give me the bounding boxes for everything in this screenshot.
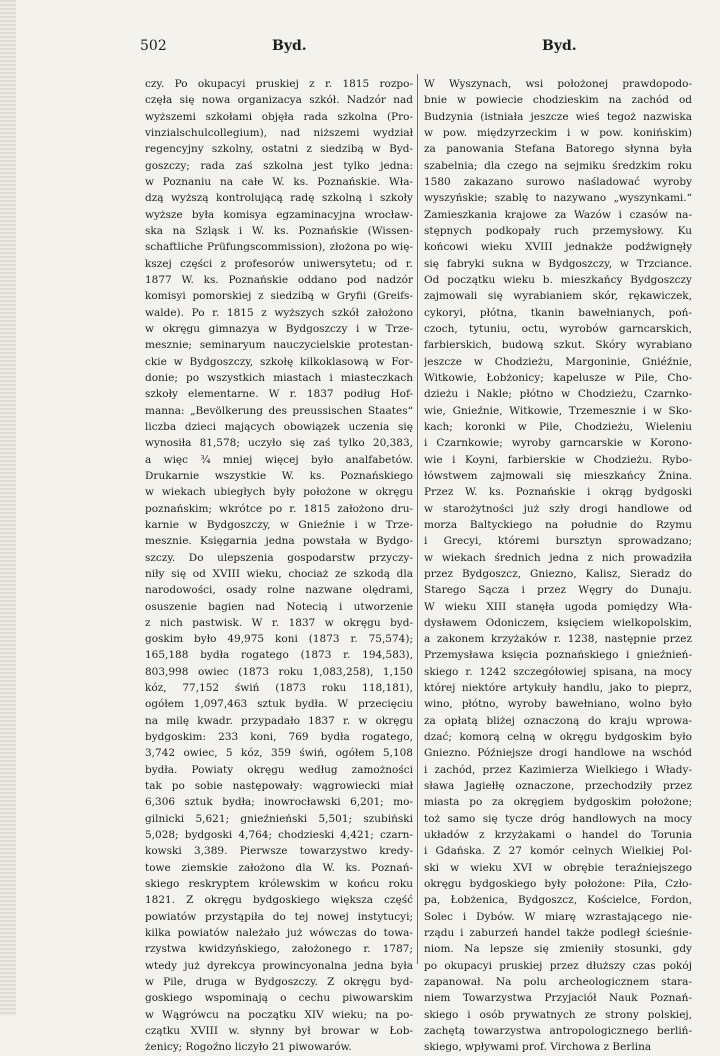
text-line: zachętą towarzystwa antropologicznego berliń- xyxy=(424,1025,692,1038)
text-line: przez Bydgoszcz, Gniezno, Kalisz, Sieradz do xyxy=(424,567,692,580)
text-line: ski w wieku XVI w obrębie teraźniejszego xyxy=(424,861,692,874)
text-line: narodowości, osady rolne nazwane olędrami, xyxy=(145,584,413,597)
text-line: czoch, tytuniu, octu, wyrobów garncarskich, xyxy=(424,322,692,335)
text-line: łówstwem zajmowali się mieszkańcy Żnina. xyxy=(424,469,692,482)
text-line: gilnicki 5,621; gnieźnieński 5,501; szubiński xyxy=(145,812,413,825)
text-line: bydła. Powiaty okręgu według zamożności xyxy=(145,763,413,776)
text-line: cykoryi, płótna, tkanin bawełnianych, poń- xyxy=(424,306,692,319)
text-line: skiego reskryptem królewskim w końcu roku xyxy=(145,878,413,891)
text-line: sława Jagiełłę oznaczone, przechodziły przez xyxy=(424,780,692,793)
running-head-left: Byd. xyxy=(272,38,307,54)
text-line: 3,742 owiec, 5 kóz, 359 świń, ogółem 5,108 xyxy=(145,747,413,760)
text-line: na milę kwadr. przypadało 1837 r. w okręgu xyxy=(145,714,413,727)
text-line: kowski 3,389. Pierwsze towarzystwo kredy- xyxy=(145,845,413,858)
text-line: Solec i Dybów. W miarę wzrastającego nie- xyxy=(424,910,692,923)
text-line: Starego Sącza i przez Węgry do Dunaju. xyxy=(424,584,692,597)
text-line: dzieżu i Nakle; płótno w Chodzieżu, Czarnko- xyxy=(424,388,692,401)
text-line: osuszenie bagien nad Notecią i utworzenie xyxy=(145,600,413,613)
text-line: się fabryki sukna w Bydgoszczy, w Trzciance. xyxy=(424,257,692,270)
text-line: pa, Łobżenica, Bydgoszcz, Kościelce, Fordon, xyxy=(424,894,692,907)
text-line: tak po sobie następowały: wągrowiecki miał xyxy=(145,780,413,793)
text-line: miasta po za okręgiem bydgoskim położone; xyxy=(424,796,692,809)
text-line: kóz, 77,152 świń (1873 roku 118,181), xyxy=(145,682,413,695)
running-header xyxy=(140,38,695,62)
text-line: skiego r. 1242 szczegółowiej spisana, na mocy xyxy=(424,665,692,678)
text-line: Gniezno. Późniejsze drogi handlowe na wschód xyxy=(424,747,692,760)
text-line: dzać; komorą celną w okręgu bydgoskim było xyxy=(424,731,692,744)
text-line: jeszcze w Chodzieżu, Margoninie, Gniéźnie, xyxy=(424,355,692,368)
text-line: 1821. Z okręgu bydgoskiego większa część xyxy=(145,894,413,907)
text-line: Zamieszkania krajowe za Wazów i czasów na- xyxy=(424,208,692,221)
text-line: rządu i zaburzeń handel także podległ ścieśnie- xyxy=(424,927,692,940)
text-line: Przez W. ks. Poznańskie i okrąg bydgoski xyxy=(424,486,692,499)
text-line: 1877 W. ks. Poznańskie oddano pod nadzór xyxy=(145,273,413,286)
text-line: wino, płótno, wyroby bawełniano, wolno było xyxy=(424,698,692,711)
text-line: Przemysława księcia poznańskiego i gnieźnień- xyxy=(424,649,692,662)
text-line: zapanował. Na polu archeologicznem stara- xyxy=(424,976,692,989)
text-line: w Poznaniu na całe W. ks. Poznańskie. Wła- xyxy=(145,175,413,188)
text-line: dzą wyższą kontrolującą radę szkolną i szkoły xyxy=(145,192,413,205)
text-line: liczba dzieci mających obowiązek uczenia się xyxy=(145,420,413,433)
text-line: okręgu bydgoskiego były położone: Piła, Czło- xyxy=(424,878,692,891)
text-line: Od początku wieku b. mieszkańcy Bydgoszczy xyxy=(424,273,692,286)
text-line: a więc ¾ mniej więcej było analfabetów. xyxy=(145,453,413,466)
text-line: szkoły elementarne. W r. 1837 podług Hof- xyxy=(145,388,413,401)
text-line: toż samo się tycze dróg handlowych na mocy xyxy=(424,812,692,825)
text-line: mesznie. Księgarnia jedna powstała w Bydgo- xyxy=(145,535,413,548)
text-line: goszczy; rada zaś szkolna jest tylko jedna: xyxy=(145,159,413,172)
text-line: walde). Po r. 1815 z wyższych szkół założono xyxy=(145,306,413,319)
text-line: z nich pastwisk. W r. 1837 w okręgu byd- xyxy=(145,616,413,629)
text-line: bnie w powiecie chodzieskim na zachód od xyxy=(424,94,692,107)
text-line: układów z krzyżakami o handel do Torunia xyxy=(424,829,692,842)
text-line: regencyjny szkolny, ostatni z siedzibą w Byd- xyxy=(145,143,413,156)
text-line: 165,188 bydła rogatego (1873 r. 194,583), xyxy=(145,649,413,662)
text-line: wyższe była komisya egzaminacyjna wrocław- xyxy=(145,208,413,221)
text-line: Drukarnie wszystkie W. ks. Poznańskiego xyxy=(145,469,413,482)
text-line: morza Baltyckiego na południe do Rzymu xyxy=(424,518,692,531)
text-line: rzystwa kwidzyńskiego, założonego r. 1787; xyxy=(145,943,413,956)
text-line: czy. Po okupacyi pruskiej z r. 1815 rozpo- xyxy=(145,78,413,90)
text-line: poznańskim; wkrótce po r. 1815 założono dru- xyxy=(145,502,413,515)
text-line: i zachód, przez Kazimierza Wielkiego i Włady- xyxy=(424,763,692,776)
text-line: towe ziemskie założono dla W. ks. Poznań- xyxy=(145,861,413,874)
text-line: goskim było 49,975 koni (1873 r. 75,574); xyxy=(145,633,413,646)
text-line: wie, Gnieźnie, Witkowie, Trzemesznie i w Sko- xyxy=(424,404,692,417)
text-line: W wieku XIII stanęła ugoda pomiędzy Wła- xyxy=(424,600,692,613)
column-divider xyxy=(417,74,418,964)
text-line: końcowi wieku XVIII jednakże podźwignęły xyxy=(424,241,692,254)
text-line: farbierskich, budową szkut. Skóry wyrabiano xyxy=(424,339,692,352)
text-line: kszej części z profesorów uniwersytetu; od r. xyxy=(145,257,413,270)
text-line: skiego, wpływami prof. Virchowa z Berlina xyxy=(424,1041,652,1054)
text-line: niem Towarzystwa Przyjaciół Nauk Poznań- xyxy=(424,992,692,1005)
text-line: częła się nowa organizacya szkół. Nadzór nad xyxy=(145,94,413,107)
text-line: bydgoskim: 233 koni, 769 bydła rogatego, xyxy=(145,731,413,744)
text-line: wyższemi szkołami objęła rada szkolna (Pro- xyxy=(145,110,413,123)
text-line: po okupacyi pruskiej przez dłuższy czas pokój xyxy=(424,959,692,972)
text-line: 6,306 sztuk bydła; inowrocławski 6,201; mo- xyxy=(145,796,413,809)
text-column-right xyxy=(424,76,692,1056)
text-line: 803,998 owiec (1873 roku 1,083,258), 1,150 xyxy=(145,665,413,678)
text-line: w starożytności już szły drogi handlowe od xyxy=(424,502,692,515)
text-line: ckie w Bydgoszczy, szkołę kilkoklasową w For- xyxy=(145,355,413,368)
text-line: szabelnia; dla czego na sejmiku średzkim roku xyxy=(424,159,692,172)
text-column-left xyxy=(145,76,413,1056)
text-line: manna: „Bevölkerung des preussischen Staates“ xyxy=(145,404,413,417)
text-line: i Czarnkowie; wyroby garncarskie w Korono- xyxy=(424,437,692,450)
text-line: zajmowali się wyrabianiem skór, rękawiczek, xyxy=(424,290,692,303)
text-line: skiego i osób prywatnych ze strony polskiej, xyxy=(424,1008,692,1021)
text-line: i Grecyi, któremi bursztyn sprowadzano; xyxy=(424,535,692,548)
text-line: w wiekach ubiegłych były położone w okręgu xyxy=(145,486,413,499)
text-line: niły się od XVIII wieku, chociaż ze szkodą dla xyxy=(145,567,413,580)
text-line: żenicy; Rogoźno liczyło 21 piwowarów. xyxy=(145,1041,352,1054)
text-line: w Wągrówcu na początku XIV wieku; na po- xyxy=(145,1008,413,1021)
text-line: ogółem 1,097,463 sztuk bydła. W przecięciu xyxy=(145,698,413,711)
text-line: kilka powiatów należało już wówczas do towa- xyxy=(145,927,413,940)
text-line: goskiego wspominają o cechu piwowarskim xyxy=(145,992,413,1005)
text-line: donie; po wszystkich miastach i miasteczkach xyxy=(145,371,413,384)
text-line: kach; koronki w Pile, Chodzieżu, Wieleniu xyxy=(424,420,692,433)
text-line: czątku XVIII w. słynny był browar w Łob- xyxy=(145,1025,413,1038)
text-line: za panowania Stefana Batorego słynna była xyxy=(424,143,692,156)
text-line: Witkowie, Łobżonicy; kapelusze w Pile, Cho- xyxy=(424,371,692,384)
text-line: komisyi pomorskiej z siedzibą w Gryfii (Greifs- xyxy=(145,290,413,303)
text-line: karnie w Bydgoszczy, w Gnieźnie i w Trze- xyxy=(145,518,413,531)
text-line: niom. Na lepsze się zmieniły stosunki, gdy xyxy=(424,943,692,956)
text-line: powiatów przystąpiła do tej nowej instytucyi; xyxy=(145,910,413,923)
running-head-right: Byd. xyxy=(542,38,577,54)
text-line: wynosiła 81,578; uczyło się zaś tylko 20,383, xyxy=(145,437,413,450)
text-line: której niektóre artykuły handlu, jako to pieprz, xyxy=(424,682,692,695)
text-line: wtedy już dyrekcya prowincyonalna jedna była xyxy=(145,959,413,972)
text-line: wyszyńskie; szablę to nazywano „wyszynkami.“ xyxy=(424,192,692,205)
text-line: dysławem Odoniczem, księciem wielkopolskim, xyxy=(424,616,692,629)
text-line: Budzynia (istniała jeszcze wieś tegoż nazwiska xyxy=(424,110,692,123)
text-line: 5,028; bydgoski 4,764; chodzieski 4,421; czarn- xyxy=(145,829,413,842)
text-line: a zakonem krzyżaków r. 1238, następnie przez xyxy=(424,633,692,646)
text-line: ska na Szląsk i W. ks. Poznańskie (Wissen- xyxy=(145,224,413,237)
text-line: w pow. międzyrzeckim i w pow. konińskim) xyxy=(424,126,692,139)
page-binding-edge xyxy=(0,0,16,1016)
text-line: vinzialschulcollegium), nad niższemi wydział xyxy=(145,126,413,139)
text-line: stępnych podkopały ruch przemysłowy. Ku xyxy=(424,224,692,237)
text-line: wie i Koyni, farbierskie w Chodzieżu. Rybo- xyxy=(424,453,692,466)
text-line: i Gdańska. Z 27 komór celnych Wielkiej Pol- xyxy=(424,845,692,858)
text-line: W Wyszynach, wsi położonej prawdopodo- xyxy=(424,78,692,90)
text-line: w wiekach średnich jedna z nich prowadziła xyxy=(424,551,692,564)
text-line: szczy. Do ulepszenia gospodarstw przyczy- xyxy=(145,551,413,564)
text-line: 1580 zakazano surowo naśladować wyroby xyxy=(424,175,692,188)
page-number: 502 xyxy=(140,38,167,54)
text-line: mesznie; seminaryum nauczycielskie protestan- xyxy=(145,339,413,352)
text-line: w Pile, druga w Bydgoszczy. Z okręgu byd- xyxy=(145,976,413,989)
text-line: schaftliche Prüfungscommission), złożona po wię- xyxy=(145,241,413,254)
text-line: za opłatą bliżej oznaczoną do kraju wprowa- xyxy=(424,714,692,727)
text-line: w okręgu gimnazya w Bydgoszczy i w Trze- xyxy=(145,322,413,335)
